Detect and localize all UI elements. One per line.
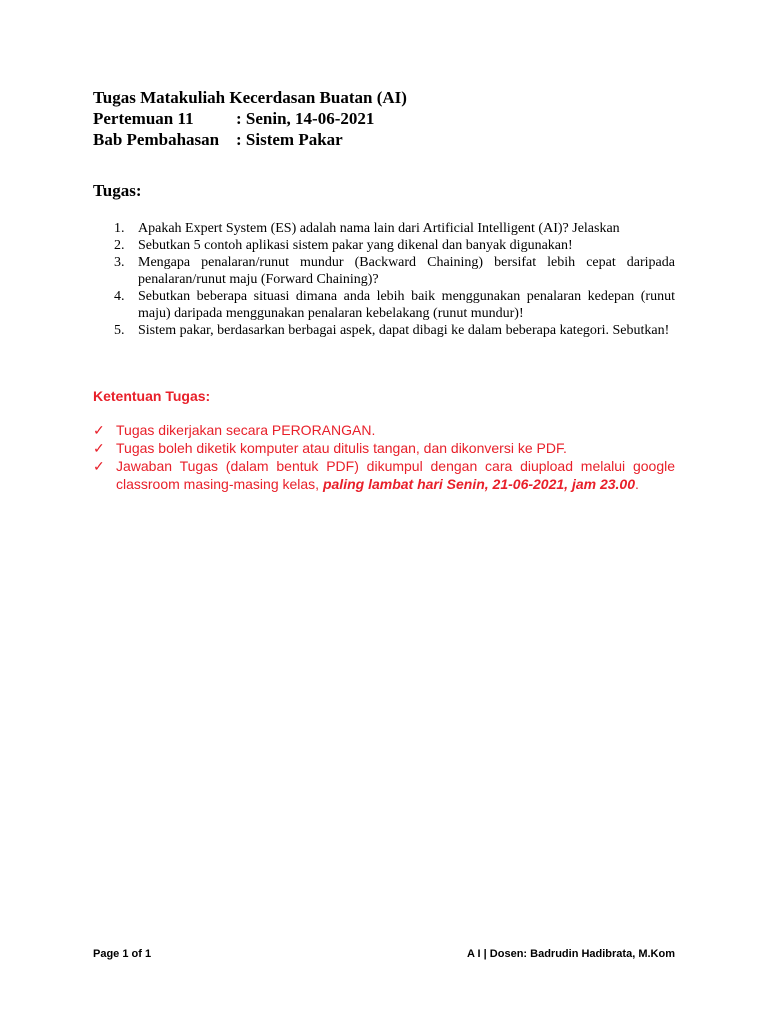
rule-text-deadline — [116, 457, 675, 493]
question-item — [93, 237, 675, 254]
rule-text: Jawaban Tugas (dalam bentuk PDF) dikumpul dengan cara diupload melalui google classroom masing-masing kelas, — [116, 458, 675, 492]
question-item — [93, 254, 675, 288]
rule-text: Tugas dikerjakan secara PERORANGAN. — [116, 422, 376, 438]
question-list — [93, 220, 675, 339]
rule-end-punct: . — [635, 476, 639, 492]
checkmark-icon: ✓ — [93, 440, 105, 456]
question-text: Apakah Expert System (ES) adalah nama lain dari Artificial Intelligent (AI)? Jelaskan — [138, 221, 620, 236]
chapter-value: : Sistem Pakar — [236, 130, 343, 149]
ketentuan-heading: Ketentuan Tugas: — [93, 388, 211, 404]
question-number: 2. — [114, 238, 125, 253]
question-number: 4. — [114, 289, 125, 304]
chapter-row — [93, 129, 407, 150]
rule-item — [93, 439, 675, 457]
question-number: 3. — [114, 255, 125, 270]
document-header — [93, 87, 407, 150]
question-text: Sebutkan beberapa situasi dimana anda lebih baik menggunakan penalaran kedepan (runut maju) daripada menggunakan penalaran kebelakang (runut mundur)! — [138, 289, 675, 321]
footer-course-lecturer: A I | Dosen: Badrudin Hadibrata, M.Kom — [466, 948, 675, 960]
question-number: 1. — [114, 221, 125, 236]
rule-item — [93, 421, 675, 439]
rule-item — [93, 457, 675, 493]
deadline-emphasis: paling lambat hari Senin, 21-06-2021, jam 23.00 — [322, 476, 635, 492]
page-number: Page 1 of 1 — [93, 948, 152, 960]
rules-list — [93, 421, 675, 493]
question-number: 5. — [114, 323, 125, 338]
checkmark-icon: ✓ — [93, 458, 105, 474]
question-item — [93, 288, 675, 322]
question-text: Mengapa penalaran/runut mundur (Backward Chaining) bersifat lebih cepat daripada penalaran/runut maju (Forward Chaining)? — [138, 255, 675, 287]
meeting-value: : Senin, 14-06-2021 — [236, 109, 375, 128]
meeting-label: Pertemuan 11 — [93, 109, 194, 128]
tugas-heading: Tugas: — [93, 181, 142, 200]
question-item — [93, 220, 675, 237]
chapter-label: Bab Pembahasan — [93, 130, 220, 149]
question-text: Sistem pakar, berdasarkan berbagai aspek, dapat dibagi ke dalam beberapa kategori. Sebutkan! — [138, 323, 670, 338]
checkmark-icon: ✓ — [93, 422, 105, 438]
question-item — [93, 322, 675, 339]
course-title: Tugas Matakuliah Kecerdasan Buatan (AI) — [93, 88, 407, 107]
question-text: Sebutkan 5 contoh aplikasi sistem pakar yang dikenal dan banyak digunakan! — [138, 238, 573, 253]
rule-text: Tugas boleh diketik komputer atau ditulis tangan, dan dikonversi ke PDF. — [116, 440, 567, 456]
meeting-row — [93, 108, 407, 129]
